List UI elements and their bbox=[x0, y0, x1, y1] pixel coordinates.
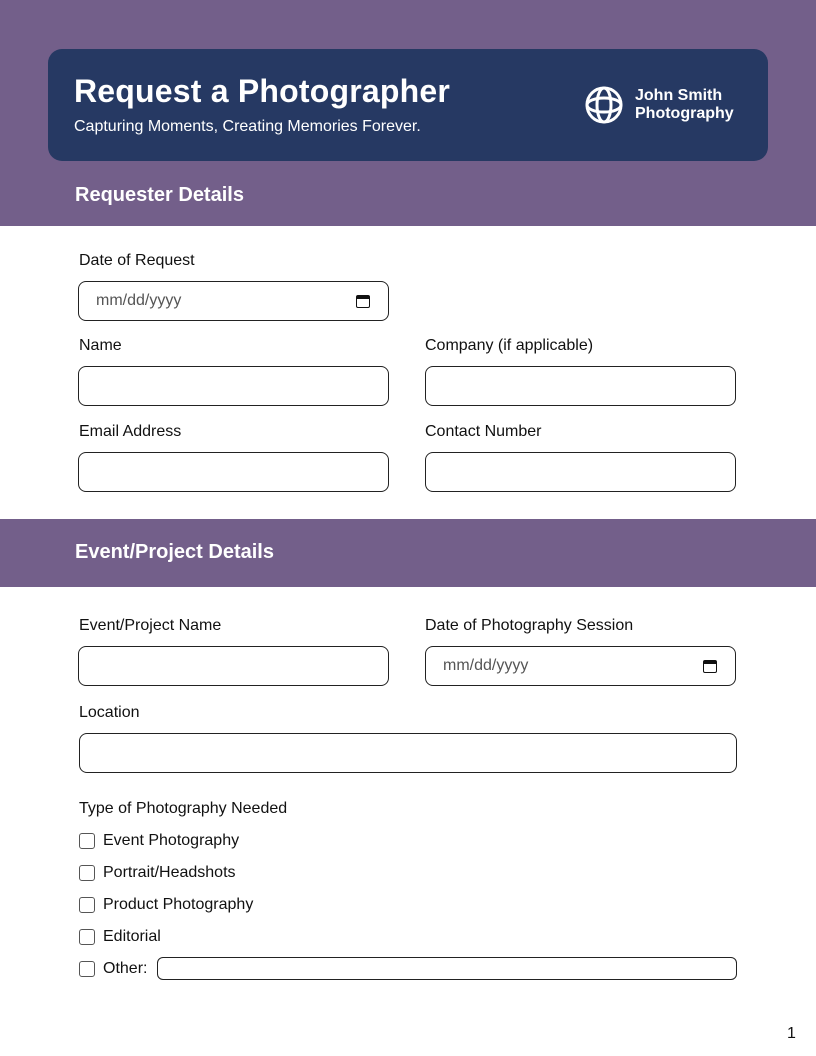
session-date-label: Date of Photography Session bbox=[425, 617, 634, 634]
project-name-input[interactable] bbox=[78, 646, 389, 686]
date-of-request-label: Date of Request bbox=[79, 252, 195, 269]
session-date-placeholder: mm/dd/yyyy bbox=[443, 657, 529, 674]
session-date-input[interactable] bbox=[425, 646, 736, 686]
company-input[interactable] bbox=[425, 366, 736, 406]
requester-section-title: Requester Details bbox=[75, 184, 244, 206]
company-label: Company (if applicable) bbox=[425, 337, 594, 354]
option-label: Other: bbox=[103, 960, 148, 977]
option-other[interactable] bbox=[79, 960, 147, 978]
globe-icon bbox=[585, 86, 623, 124]
calendar-icon[interactable] bbox=[703, 660, 717, 673]
name-label: Name bbox=[79, 337, 122, 354]
contact-label: Contact Number bbox=[425, 423, 542, 440]
location-label: Location bbox=[79, 704, 140, 721]
checkbox[interactable] bbox=[79, 833, 95, 849]
header-card bbox=[48, 49, 768, 161]
brand-logo bbox=[585, 86, 734, 124]
checkbox[interactable] bbox=[79, 865, 95, 881]
name-input[interactable] bbox=[78, 366, 389, 406]
photography-type-label: Type of Photography Needed bbox=[79, 800, 288, 817]
project-name-label: Event/Project Name bbox=[79, 617, 222, 634]
option-label: Event Photography bbox=[103, 832, 240, 849]
event-section-title: Event/Project Details bbox=[75, 541, 274, 563]
option-editorial[interactable] bbox=[79, 928, 161, 946]
checkbox[interactable] bbox=[79, 961, 95, 977]
option-label: Portrait/Headshots bbox=[103, 864, 236, 881]
checkbox[interactable] bbox=[79, 929, 95, 945]
option-label: Editorial bbox=[103, 928, 161, 945]
other-input[interactable] bbox=[157, 957, 737, 980]
option-portrait-headshots[interactable] bbox=[79, 864, 236, 882]
calendar-icon[interactable] bbox=[356, 295, 370, 308]
date-of-request-input[interactable] bbox=[78, 281, 389, 321]
location-input[interactable] bbox=[79, 733, 737, 773]
option-product-photography[interactable] bbox=[79, 896, 253, 914]
checkbox[interactable] bbox=[79, 897, 95, 913]
date-placeholder: mm/dd/yyyy bbox=[96, 292, 182, 309]
email-label: Email Address bbox=[79, 423, 182, 440]
email-input[interactable] bbox=[78, 452, 389, 492]
brand-line-2: Photography bbox=[635, 105, 734, 122]
page-title: Request a Photographer bbox=[74, 73, 451, 109]
page-subtitle: Capturing Moments, Creating Memories Forever. bbox=[74, 118, 421, 135]
page-number: 1 bbox=[787, 1025, 796, 1042]
brand-line-1: John Smith bbox=[635, 87, 723, 104]
contact-input[interactable] bbox=[425, 452, 736, 492]
brand-name bbox=[635, 87, 734, 123]
option-event-photography[interactable] bbox=[79, 832, 239, 850]
option-label: Product Photography bbox=[103, 896, 254, 913]
